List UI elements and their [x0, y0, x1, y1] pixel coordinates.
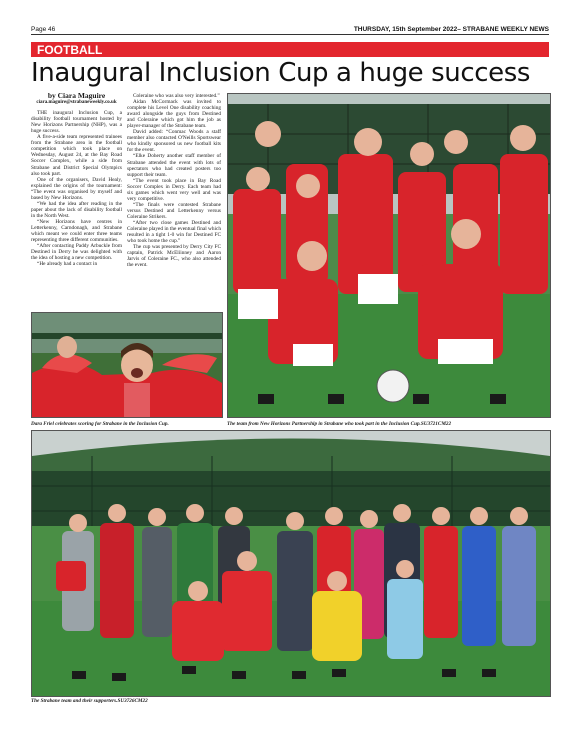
celebration-image	[32, 313, 222, 417]
article-paragraph: One of the organisers, David Healy, explained the origins of the tournament: “The event was organised by myself and based by New Horizons.	[31, 176, 122, 201]
article-paragraph: “He already had a contact in	[37, 261, 98, 268]
column-1-body	[31, 110, 122, 267]
byline: by Ciara Maguire	[47, 91, 106, 100]
article-paragraph: “The event took place in Bay Road Soccer Complex in Derry. Each team had six games which went very well and was very competitive.	[127, 177, 221, 202]
photo-celebration	[31, 312, 223, 418]
article-column-1	[31, 93, 122, 267]
header-rule	[31, 34, 549, 35]
article-paragraph: “After two close games Destined and Coleraine played in the eventual final which resulted in a tight 1-0 win for Destined FC who took home the cup.”	[127, 219, 221, 245]
article-paragraph: “The finals were contested Strabane versus Destined and Letterkenny versus Coleraine Strikers.	[127, 201, 221, 220]
caption-team: The team from New Horizons Partnership in Strabane who took part in the Inclusion Cup.SU3721CM22	[227, 421, 452, 427]
section-banner	[31, 42, 549, 57]
article-paragraph: A five-a-side team represented trainees from the Strabane area in the football competition which took place on Wednesday, August 24, at the Bay Road Soccer Complex, while a side from Strabane and District Special Olympics also took part.	[31, 134, 122, 177]
article-paragraph: David added: “Conmac Woods a staff member also contacted O'Neills Sportswear who kindly sponsored us new football kits for the event.	[127, 129, 221, 154]
article-paragraph: “After contacting Paddy Arbuckle from Destined in Derry he was delighted with the idea of hosting a new competition.	[31, 243, 122, 262]
edition-date: THURSDAY, 15th September 2022– STRABANE WEEKLY NEWS	[353, 26, 549, 33]
supporters-image	[32, 431, 550, 696]
article-paragraph: THE inaugural Inclusion Cup, a disability football tournament hosted by New Horizons Partnership (NHP), was a huge success.	[31, 110, 122, 135]
page-number: Page 46	[31, 26, 56, 33]
headline: Inaugural Inclusion Cup a huge success	[31, 58, 531, 88]
article-paragraph: “New Horizons have centres in Letterkenny, Carndonagh, and Strabane which meant we could enter three teams representing three different communities.	[31, 218, 122, 244]
byline-email[interactable]: ciara.maguire@strabaneweekly.co.uk	[36, 100, 117, 106]
column-2-body	[127, 93, 221, 268]
photo-team	[227, 93, 551, 418]
article-paragraph: “Elke Doherty another staff member of Strabane attended the event with lots of spectators who had created posters too support their team.	[127, 153, 221, 178]
caption-team-supporters: The Strabane team and their supporters.SU3726CM22	[31, 698, 148, 704]
article-paragraph: Coleraine who was also very interested.”	[133, 93, 220, 99]
photo-team-supporters	[31, 430, 551, 697]
article-column-2	[127, 93, 221, 268]
article-paragraph: Aidan McCormack was invited to complete his Level One disability coaching award alongside the guys from Destined and Coleraine which got him the job as player-manager of the Strabane team.	[127, 99, 221, 130]
caption-celebration: Dara Friel celebrates scoring for Strabane in the Inclusion Cup.	[31, 421, 169, 427]
team-image	[228, 94, 550, 417]
article-paragraph: The cup was presented by Derry City FC captain, Patrick McEliinney and Aaron Jarvis of Coleraine FC., who also attended the event.	[127, 244, 221, 269]
section-label: FOOTBALL	[37, 43, 103, 57]
article-paragraph: “We had the idea after reading in the paper about the lack of disability football in the North West.	[31, 200, 122, 219]
